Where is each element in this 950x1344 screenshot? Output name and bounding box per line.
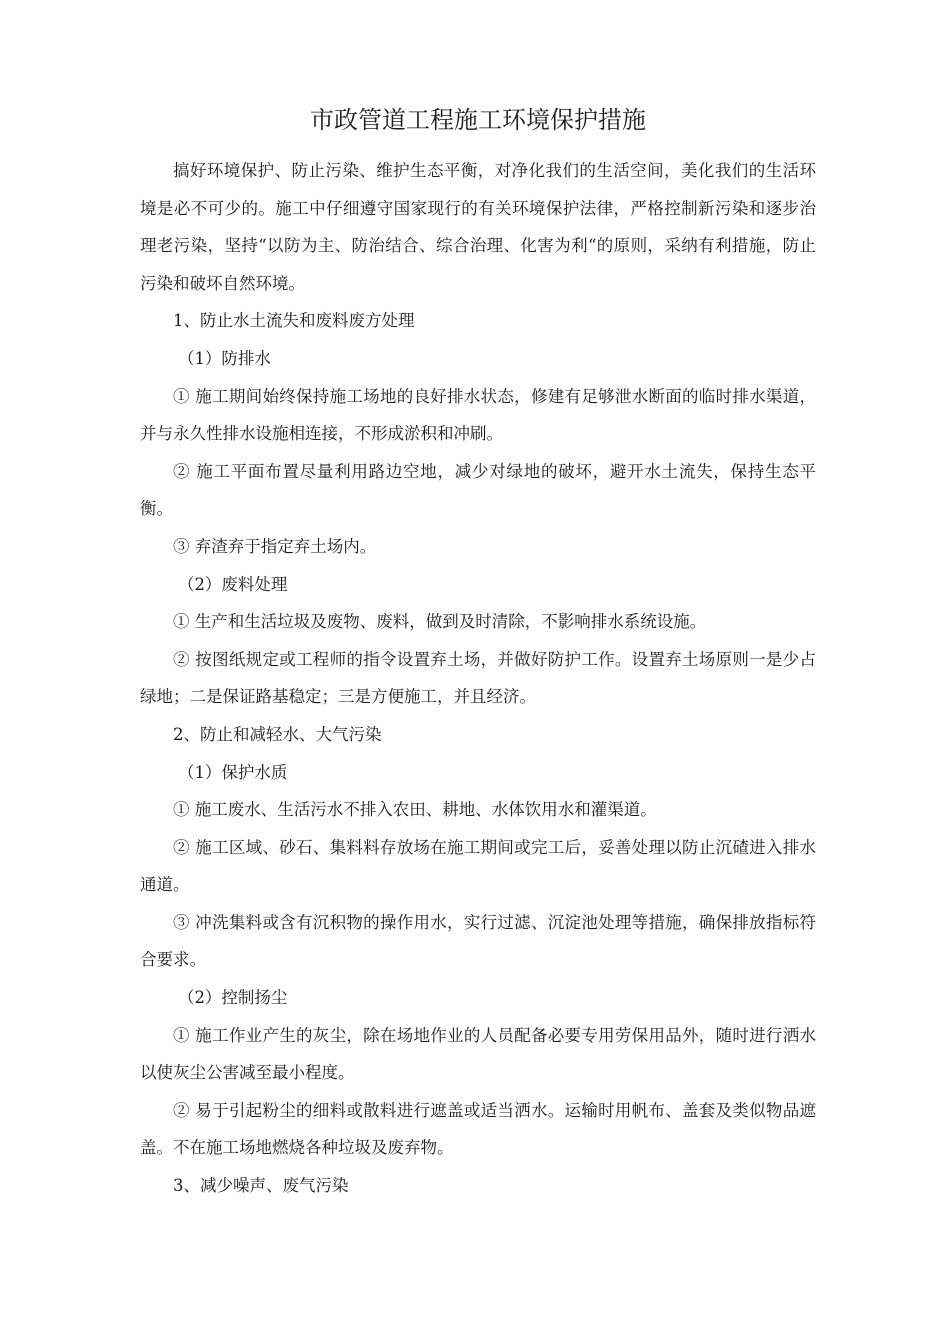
section-1-heading: 1、防止水土流失和废料废方处理 bbox=[173, 311, 415, 331]
intro-paragraph: 搞好环境保护、防止污染、维护生态平衡，对净化我们的生活空间，美化我们的生活环境是必不可少的。施工中仔细遵守国家现行的有关环境保护法律，严格控制新污染和逐步治理老污染，坚持“以防为主、防治结合、综合治理、化害为利“的原则，采纳有利措施，防止污染和破坏自然环境。 bbox=[140, 161, 816, 293]
section-3-heading: 3、减少噪声、废气污染 bbox=[173, 1176, 349, 1196]
document-page bbox=[140, 100, 816, 1205]
section-1-1-heading: （1）防排水 bbox=[177, 348, 271, 368]
section-2-2-item-1: ① 施工作业产生的灰尘，除在场地作业的人员配备必要专用劳保用品外，随时进行洒水以使灰尘公害减至最小程度。 bbox=[140, 1025, 816, 1083]
section-2-1-item-3: ③ 冲洗集料或含有沉积物的操作用水，实行过滤、沉淀池处理等措施，确保排放指标符合要求。 bbox=[140, 912, 816, 970]
section-2-1-item-2: ② 施工区域、砂石、集料料存放场在施工期间或完工后，妥善处理以防止沉碴进入排水通道。 bbox=[140, 837, 816, 895]
section-2-1-item-1: ① 施工废水、生活污水不排入农田、耕地、水体饮用水和灌渠道。 bbox=[173, 800, 657, 820]
section-1-2-item-2: ② 按图纸规定或工程师的指令设置弃土场，并做好防护工作。设置弃土场原则一是少占绿地；二是保证路基稳定；三是方便施工，并且经济。 bbox=[140, 649, 816, 707]
section-2-2-heading: （2）控制扬尘 bbox=[177, 988, 288, 1008]
section-1-1-item-1: ① 施工期间始终保持施工场地的良好排水状态，修建有足够泄水断面的临时排水渠道，并与永久性排水设施相连接，不形成淤积和冲刷。 bbox=[140, 386, 816, 444]
section-1-1-item-2: ② 施工平面布置尽量利用路边空地，减少对绿地的破坏，避开水土流失，保持生态平衡。 bbox=[140, 461, 816, 519]
document-title: 市政管道工程施工环境保护措施 bbox=[310, 106, 646, 134]
section-1-1-item-3: ③ 弃渣弃于指定弃土场内。 bbox=[173, 536, 377, 556]
section-1-2-heading: （2）废料处理 bbox=[177, 574, 288, 594]
section-2-2-item-2: ② 易于引起粉尘的细料或散料进行遮盖或适当洒水。运输时用帆布、盖套及类似物品遮盖。不在施工场地燃烧各种垃圾及废弃物。 bbox=[140, 1100, 816, 1158]
section-2-heading: 2、防止和减轻水、大气污染 bbox=[173, 724, 382, 744]
section-1-2-item-1: ① 生产和生活垃圾及废物、废料，做到及时清除，不影响排水系统设施。 bbox=[173, 612, 707, 632]
section-2-1-heading: （1）保护水质 bbox=[177, 762, 288, 782]
